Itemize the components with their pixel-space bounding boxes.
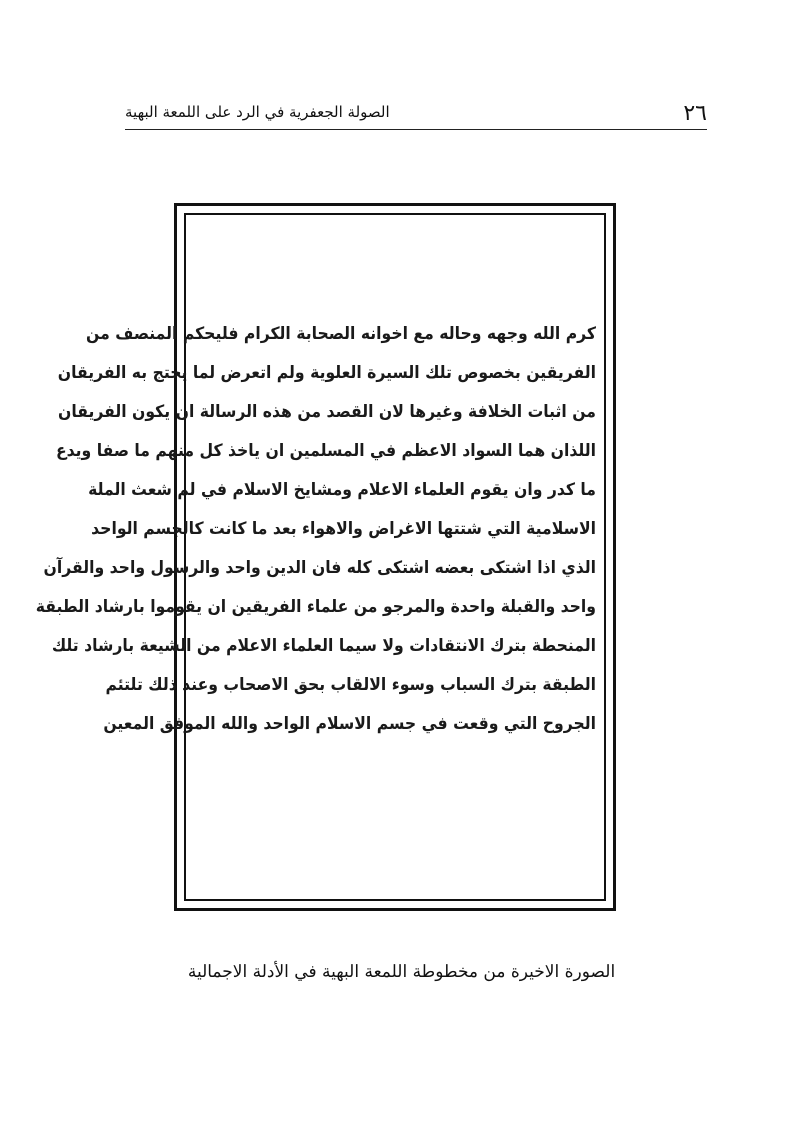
manuscript-line: الاسلامية التي شتتها الاغراض والاهواء بعد ما كانت كالجسم الواحد [91,519,596,539]
manuscript-image [35,315,597,744]
manuscript-line: الفريقين بخصوص تلك السيرة العلوية ولم اتعرض لما يحتج به الفريقان [57,363,597,383]
manuscript-line: الذي اذا اشتكى بعضه اشتكى كله فان الدين واحد والرسول واحد والقرآن [43,558,596,578]
manuscript-frame [35,203,616,911]
manuscript-frame-inner [35,213,606,901]
manuscript-line: الجروح التي وقعت في جسم الاسلام الواحد والله الموفق المعين [103,714,597,734]
running-title: الصولة الجعفرية في الرد على اللمعة البهية [125,103,390,121]
page-number: ٢٦ [683,101,707,126]
manuscript-line: من اثبات الخلافة وغيرها لان القصد من هذه الرسالة ان يكون الفريقان [58,402,596,422]
page-header [125,90,707,130]
manuscript-line: ما كدر وان يقوم العلماء الاعلام ومشايخ الاسلام في لم شعث الملة [88,480,596,500]
figure-caption: الصورة الاخيرة من مخطوطة اللمعة البهية في الأدلة الاجمالية [187,962,616,982]
manuscript-line: اللذان هما السواد الاعظم في المسلمين ان ياخذ كل منهم ما صفا ويدع [55,441,597,461]
manuscript-line: المنحطة بترك الانتقادات ولا سيما العلماء الاعلام من الشيعة بارشاد تلك [51,636,596,656]
manuscript-line: الطبقة بترك السباب وسوء الالقاب بحق الاصحاب وعند ذلك تلتئم [105,675,597,695]
manuscript-line: واحد والقبلة واحدة والمرجو من علماء الفريقين ان يقوموا بارشاد الطبقة [35,597,597,617]
header-rule [125,129,707,130]
manuscript-line: كرم الله وجهه وحاله مع اخوانه الصحابة الكرام فليحكم المنصف من [86,324,596,344]
